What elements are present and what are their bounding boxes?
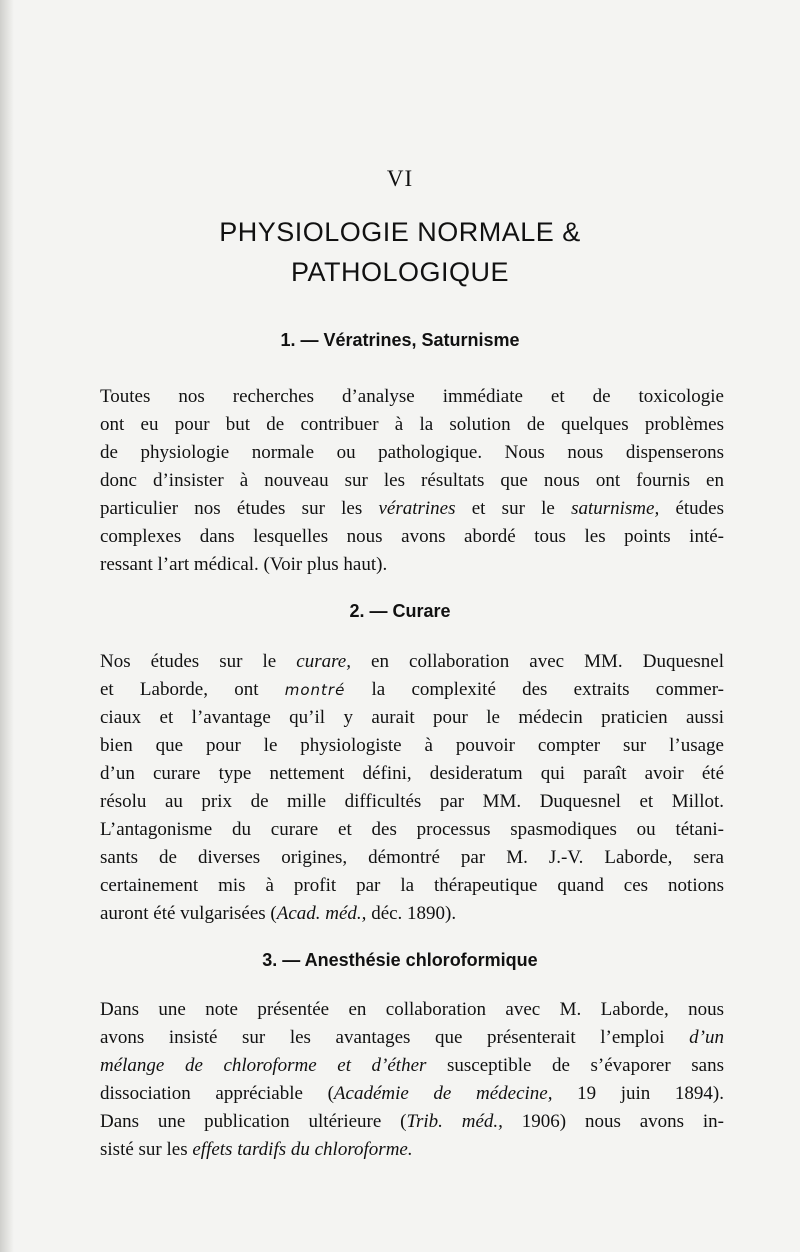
text-line: Dans une publication ultérieure (Trib. méd., 1906) nous avons in- <box>100 1111 724 1132</box>
italic-term: mélange de chloroforme et d’éther <box>100 1055 427 1076</box>
text-line: sisté sur les effets tardifs du chloroforme. <box>100 1139 413 1160</box>
paragraph-veratrines <box>100 383 724 579</box>
text-line: résolu au prix de mille difficultés par MM. Duquesnel et Millot. <box>100 791 724 812</box>
text-line: certainement mis à profit par la thérapeutique quand ces notions <box>100 875 724 896</box>
text-line: d’un curare type nettement défini, desideratum qui paraît avoir été <box>100 763 724 784</box>
italic-citation: Académie de médecine, <box>333 1083 553 1104</box>
text-line: complexes dans lesquelles nous avons abordé tous les points inté- <box>100 526 724 547</box>
text-line: Dans une note présentée en collaboration avec M. Laborde, nous <box>100 999 724 1020</box>
text-line: donc d’insister à nouveau sur les résultats que nous ont fournis en <box>100 470 724 491</box>
text-line: ciaux et l’avantage qu’il y aurait pour le médecin praticien aussi <box>100 707 724 728</box>
text-line: de physiologie normale ou pathologique. Nous nous dispenserons <box>100 442 724 463</box>
italic-term: d’un <box>689 1027 724 1048</box>
text-line: Nos études sur le curare, en collaboration avec MM. Duquesnel <box>100 651 724 672</box>
italic-citation: Trib. méd., <box>406 1111 503 1132</box>
chapter-title <box>0 212 800 292</box>
paragraph-anesthesie <box>100 996 724 1164</box>
text-line: dissociation appréciable (Académie de médecine, 19 juin 1894). <box>100 1083 724 1104</box>
text-line: mélange de chloroforme et d’éther susceptible de s’évaporer sans <box>100 1055 724 1076</box>
italic-citation: Acad. méd., <box>276 903 367 924</box>
text-line: auront été vulgarisées (Acad. méd., déc. 1890). <box>100 903 457 924</box>
text-line: L’antagonisme du curare et des processus spasmodiques ou tétani- <box>100 819 724 840</box>
text-line: et Laborde, ont montré la complexité des extraits commer- <box>100 679 724 700</box>
chapter-title-line-1: PHYSIOLOGIE NORMALE & <box>219 217 581 247</box>
text-line: bien que pour le physiologiste à pouvoir compter sur l’usage <box>100 735 724 756</box>
chapter-title-line-2: PATHOLOGIQUE <box>290 257 510 287</box>
handwritten-correction: montré <box>284 681 346 699</box>
italic-term: curare, <box>296 651 351 672</box>
italic-term: saturnisme, <box>571 498 660 519</box>
text-line: particulier nos études sur les vératrines et sur le saturnisme, études <box>100 498 724 519</box>
section-heading-anesthesie: 3. — Anesthésie chloroformique <box>262 950 538 970</box>
section-heading-curare: 2. — Curare <box>349 601 451 621</box>
paragraph-curare <box>100 648 724 928</box>
italic-term: vératrines <box>378 498 456 519</box>
italic-term: effets tardifs du chloroforme. <box>192 1139 413 1160</box>
section-heading-veratrines: 1. — Vératrines, Saturnisme <box>280 330 520 350</box>
text-line: sants de diverses origines, démontré par M. J.-V. Laborde, sera <box>100 847 724 868</box>
chapter-number: VI <box>386 166 414 191</box>
text-line: ressant l’art médical. (Voir plus haut). <box>100 554 388 575</box>
text-line: Toutes nos recherches d’analyse immédiate et de toxicologie <box>100 386 724 407</box>
text-line: ont eu pour but de contribuer à la solution de quelques problèmes <box>100 414 724 435</box>
text-line: avons insisté sur les avantages que présenterait l’emploi d’un <box>100 1027 724 1048</box>
